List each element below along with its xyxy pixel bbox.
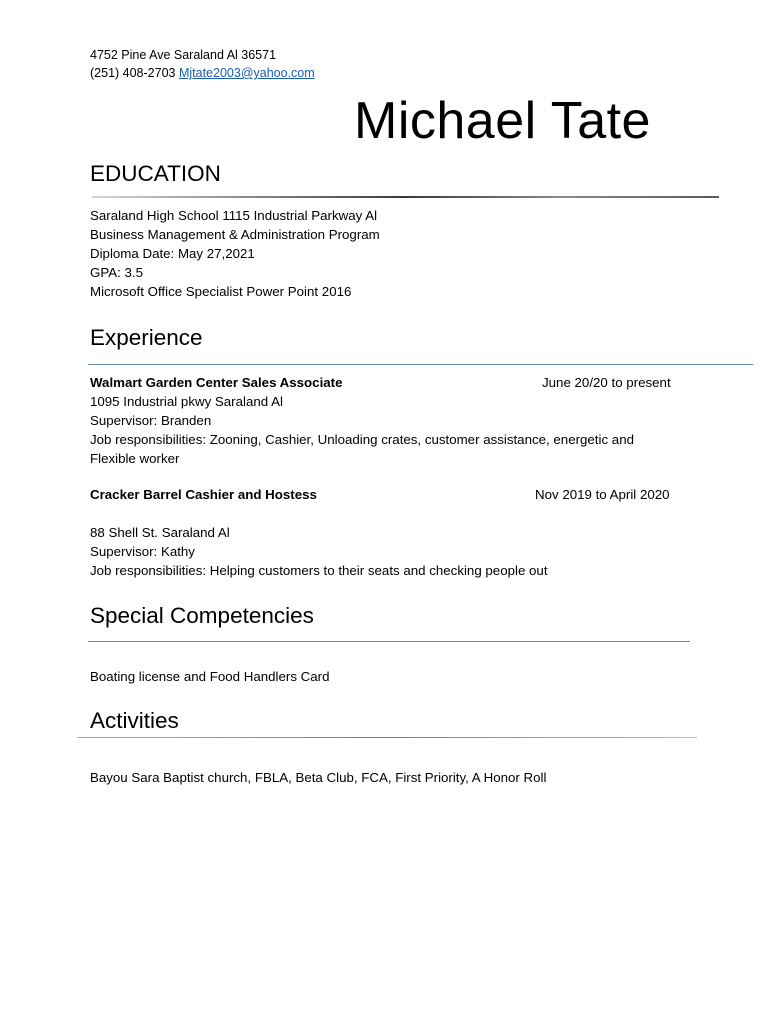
education-heading: EDUCATION	[90, 161, 221, 186]
education-line: Saraland High School 1115 Industrial Parkway Al	[90, 208, 378, 223]
education-divider	[92, 196, 719, 198]
job-dates: Nov 2019 to April 2020	[535, 487, 670, 502]
contact-email-link[interactable]: Mjtate2003@yahoo.com	[178, 66, 315, 80]
education-line: GPA: 3.5	[90, 265, 143, 280]
job-responsibilities: Job responsibilities: Helping customers to their seats and checking people out	[90, 563, 548, 578]
competencies-divider	[88, 641, 690, 642]
job-address: 1095 Industrial pkwy Saraland Al	[90, 394, 283, 409]
contact-phone: (251) 408-2703	[90, 66, 176, 80]
activities-heading: Activities	[90, 708, 179, 733]
activities-text: Bayou Sara Baptist church, FBLA, Beta Club, FCA, First Priority, A Honor Roll	[90, 770, 547, 785]
experience-heading: Experience	[90, 325, 203, 350]
job-responsibilities-continued: Flexible worker	[90, 451, 180, 466]
education-line: Microsoft Office Specialist Power Point 2016	[90, 284, 352, 299]
contact-line	[90, 65, 315, 82]
job-title: Walmart Garden Center Sales Associate	[90, 375, 343, 390]
competencies-text: Boating license and Food Handlers Card	[90, 669, 330, 684]
education-line: Diploma Date: May 27,2021	[90, 246, 255, 261]
job-responsibilities: Job responsibilities: Zooning, Cashier, Unloading crates, customer assistance, energetic and	[90, 432, 634, 447]
candidate-name: Michael Tate	[354, 92, 651, 150]
contact-address: 4752 Pine Ave Saraland Al 36571	[90, 48, 277, 62]
job-title: Cracker Barrel Cashier and Hostess	[90, 487, 317, 502]
job-supervisor: Supervisor: Kathy	[90, 544, 195, 559]
job-address: 88 Shell St. Saraland Al	[90, 525, 230, 540]
activities-divider	[77, 737, 697, 738]
job-supervisor: Supervisor: Branden	[90, 413, 212, 428]
competencies-heading: Special Competencies	[90, 603, 314, 628]
experience-divider	[88, 364, 753, 365]
job-dates: June 20/20 to present	[542, 375, 671, 390]
education-line: Business Management & Administration Program	[90, 227, 380, 242]
